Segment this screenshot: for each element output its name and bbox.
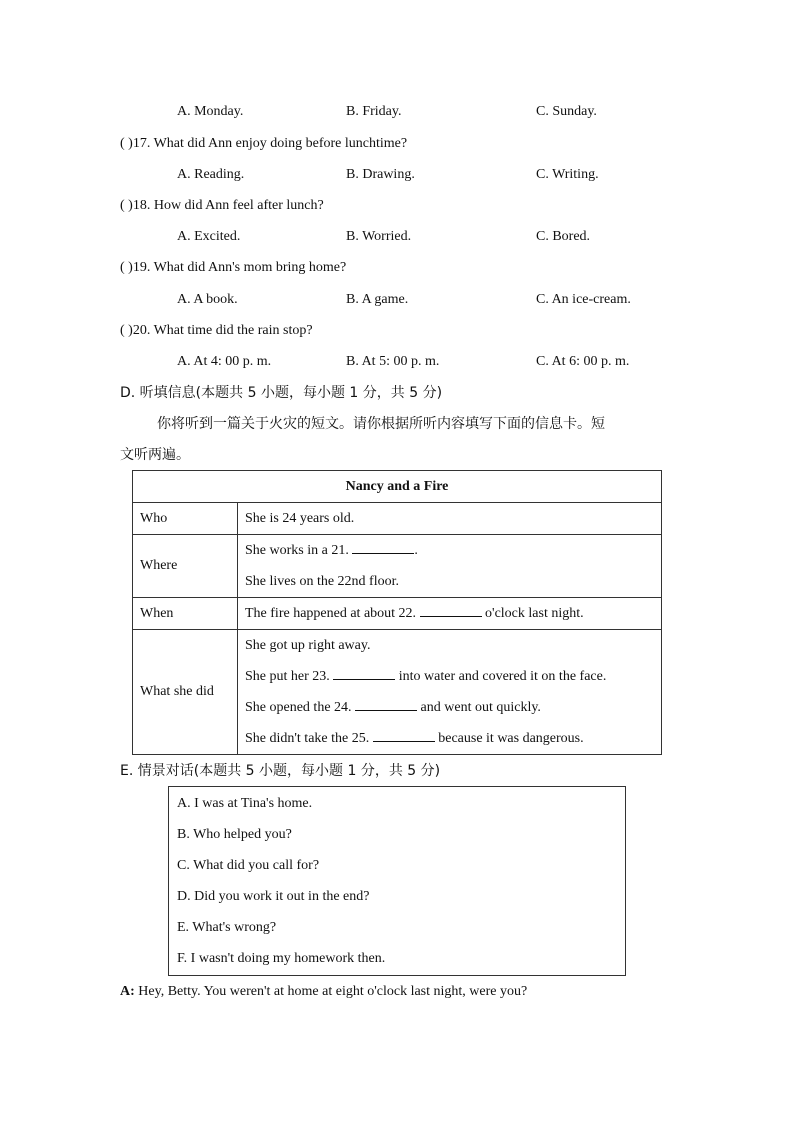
section-d-instruction-line1: 你将听到一篇关于火灾的短文。请你根据所听内容填写下面的信息卡。短 [157, 416, 605, 432]
blank-25[interactable] [373, 729, 435, 742]
q18-option-b: B. Worried. [346, 229, 412, 244]
q20-option-a: A. At 4: 00 p. m. [177, 354, 272, 369]
answer-bracket[interactable]: ( ) [120, 323, 133, 338]
section-e-heading: E. 情景对话(本题共 5 小题，每小题 1 分，共 5 分) [120, 763, 441, 779]
info-card-table [132, 470, 662, 755]
row-label-what-she-did: What she did [133, 630, 238, 755]
dialogue-line-1 [120, 985, 527, 999]
blank-24[interactable] [355, 698, 417, 711]
answer-bracket[interactable]: ( ) [120, 136, 133, 151]
row-label-who: Who [133, 503, 238, 535]
dialogue-option-c: C. What did you call for? [177, 858, 320, 873]
question-stem: 19. What did Ann's mom bring home? [132, 260, 347, 275]
dialogue-option-d: D. Did you work it out in the end? [177, 889, 370, 904]
speaker-label: A: [120, 984, 135, 999]
dialogue-options-box [168, 786, 626, 976]
q17-option-c: C. Writing. [536, 167, 599, 182]
q16-option-b: B. Friday. [346, 104, 402, 119]
q19-option-b: B. A game. [346, 292, 409, 307]
q18-option-c: C. Bored. [536, 229, 591, 244]
question-stem: 17. What did Ann enjoy doing before lunchtime? [132, 136, 408, 151]
question-stem: 20. What time did the rain stop? [132, 323, 313, 338]
section-d-instruction-line2: 文听两遍。 [120, 447, 190, 463]
blank-23[interactable] [333, 667, 395, 680]
blank-22[interactable] [420, 604, 482, 617]
question-stem: 18. How did Ann feel after lunch? [132, 198, 324, 213]
row-label-when: When [133, 598, 238, 630]
q17-option-a: A. Reading. [177, 167, 245, 182]
dialogue-option-e: E. What's wrong? [177, 920, 277, 935]
q19-option-c: C. An ice-cream. [536, 292, 631, 307]
question-17 [120, 137, 407, 151]
question-20 [120, 324, 313, 338]
dialogue-text: Hey, Betty. You weren't at home at eight o'clock last night, were you? [138, 984, 528, 999]
dialogue-option-b: B. Who helped you? [177, 827, 292, 842]
answer-bracket[interactable]: ( ) [120, 260, 133, 275]
q16-option-c: C. Sunday. [536, 104, 597, 119]
row-content-when: The fire happened at about 22. o'clock last night. [238, 598, 662, 630]
section-d-heading: D. 听填信息(本题共 5 小题，每小题 1 分，共 5 分) [120, 385, 443, 401]
dialogue-option-f: F. I wasn't doing my homework then. [177, 951, 386, 966]
row-content-where: She works in a 21. . She lives on the 22nd floor. [238, 535, 662, 598]
q18-option-a: A. Excited. [177, 229, 241, 244]
q20-option-c: C. At 6: 00 p. m. [536, 354, 630, 369]
question-19 [120, 261, 346, 275]
table-title: Nancy and a Fire [133, 471, 662, 503]
q19-option-a: A. A book. [177, 292, 238, 307]
answer-bracket[interactable]: ( ) [120, 198, 133, 213]
blank-21[interactable] [352, 541, 414, 554]
row-content-what-she-did: She got up right away. She put her 23. into water and covered it on the face. She opened the 24. and went out quickly. She didn't take the 25. because it was dangerous. [238, 630, 662, 755]
q16-option-a: A. Monday. [177, 104, 244, 119]
q17-option-b: B. Drawing. [346, 167, 415, 182]
row-label-where: Where [133, 535, 238, 598]
question-18 [120, 199, 324, 213]
dialogue-option-a: A. I was at Tina's home. [177, 796, 313, 811]
row-content-who: She is 24 years old. [238, 503, 662, 535]
q20-option-b: B. At 5: 00 p. m. [346, 354, 440, 369]
